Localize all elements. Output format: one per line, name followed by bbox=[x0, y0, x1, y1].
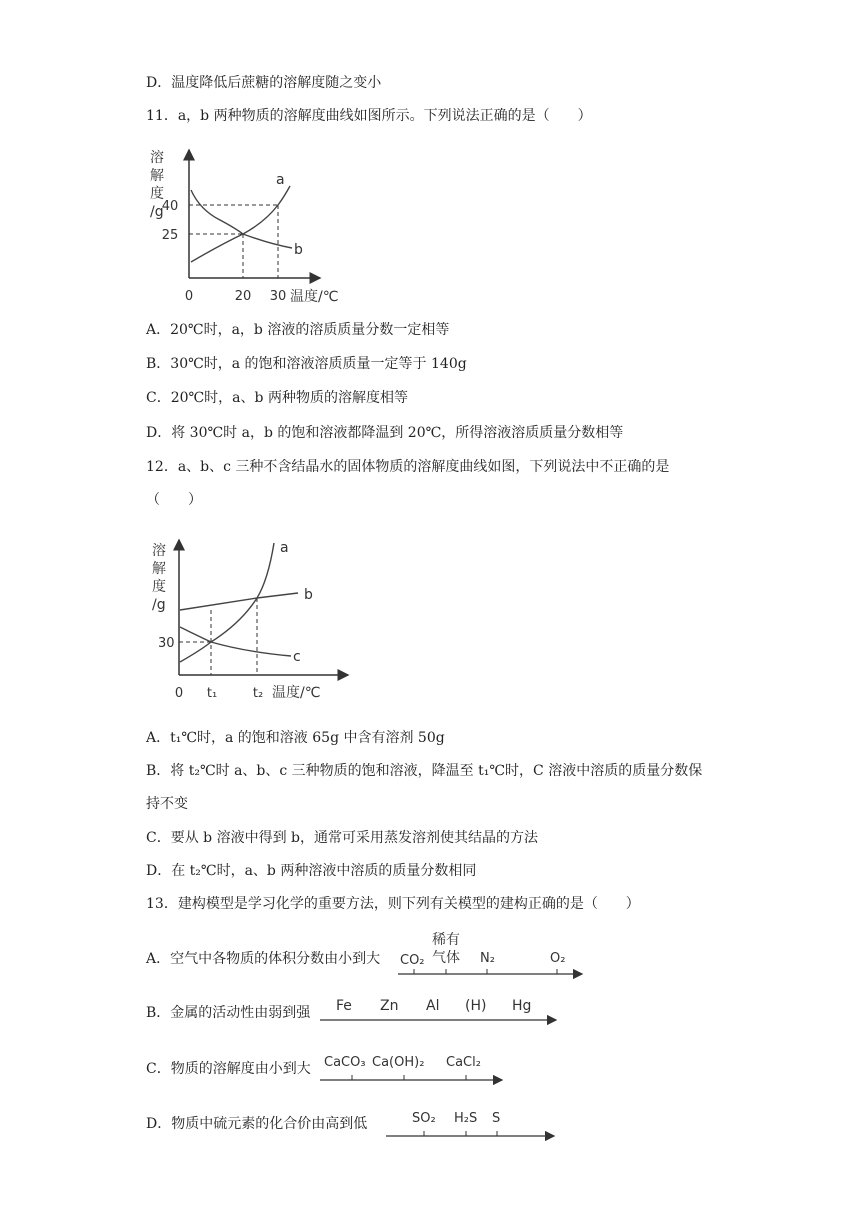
q12-stem-paren: （ ） bbox=[146, 492, 202, 508]
q13-a-rare: 稀有 bbox=[432, 932, 460, 948]
q11-option-c: C．20℃时，a、b 两种物质的溶解度相等 bbox=[146, 390, 408, 406]
q12-option-c: C．要从 b 溶液中得到 b，通常可采用蒸发溶剂使其结晶的方法 bbox=[146, 830, 538, 846]
q13-option-d: D．物质中硫元素的化合价由高到低 bbox=[146, 1116, 368, 1132]
q13-stem: 13．建构模型是学习化学的重要方法，则下列有关模型的建构正确的是（ ） bbox=[146, 896, 640, 912]
q12-label-a: a bbox=[280, 540, 289, 556]
q13-b-zn: Zn bbox=[380, 998, 399, 1014]
q11-solubility-chart bbox=[140, 140, 370, 310]
q12-xlabel: 温度/℃ bbox=[272, 685, 321, 701]
q13-a-n2: N₂ bbox=[480, 951, 495, 966]
q12-xtick-0: 0 bbox=[174, 686, 184, 701]
q12-label-b: b bbox=[304, 587, 313, 603]
q13-b-axis bbox=[318, 990, 562, 1026]
q13-d-axis bbox=[384, 1104, 560, 1144]
q13-b-h: (H) bbox=[465, 998, 487, 1014]
q11-option-a: A．20℃时，a，b 溶液的溶质质量分数一定相等 bbox=[146, 322, 450, 338]
q13-b-hg: Hg bbox=[512, 998, 532, 1014]
q11-ylabel-4: /g bbox=[150, 204, 164, 220]
q12-ylabel-4: /g bbox=[152, 597, 166, 613]
q12-stem: 12．a、b、c 三种不含结晶水的固体物质的溶解度曲线如图，下列说法中不正确的是 bbox=[146, 459, 670, 475]
q13-a-o2: O₂ bbox=[550, 951, 566, 966]
q12-xtick-t1: t₁ bbox=[206, 686, 218, 701]
q12-ylabel-3: 度 bbox=[152, 579, 166, 595]
q13-option-c: C．物质的溶解度由小到大 bbox=[146, 1061, 311, 1077]
q12-curve-b bbox=[180, 593, 298, 610]
q12-option-b: B．将 t₂℃时 a、b、c 三种物质的饱和溶液，降温至 t₁℃时，C 溶液中溶质的质量分数保 bbox=[146, 763, 703, 779]
q13-c-caco3: CaCO₃ bbox=[324, 1055, 366, 1070]
q10-option-d: D．温度降低后蔗糖的溶解度随之变小 bbox=[146, 75, 382, 91]
q12-option-d: D．在 t₂℃时，a、b 两种溶液中溶质的质量分数相同 bbox=[146, 863, 477, 879]
q11-xtick-20: 20 bbox=[234, 289, 252, 304]
q11-stem: 11．a，b 两种物质的溶解度曲线如图所示。下列说法正确的是（ ） bbox=[146, 108, 592, 124]
q13-d-so2: SO₂ bbox=[412, 1111, 436, 1126]
q11-xlabel: 温度/℃ bbox=[290, 289, 339, 305]
q11-ytick-40: 40 bbox=[161, 199, 179, 214]
q13-a-co2: CO₂ bbox=[400, 953, 425, 968]
q11-curve-b bbox=[191, 190, 292, 248]
q12-ytick-30: 30 bbox=[158, 636, 175, 651]
q13-a-gas: 气体 bbox=[432, 950, 460, 966]
q11-xtick-30: 30 bbox=[269, 289, 287, 304]
q11-option-d: D．将 30℃时 a，b 的饱和溶液都降温到 20℃，所得溶液溶质质量分数相等 bbox=[146, 425, 624, 441]
q11-ytick-25: 25 bbox=[161, 228, 179, 243]
q11-xtick-0: 0 bbox=[184, 289, 194, 304]
q12-ylabel-2: 解 bbox=[152, 561, 166, 577]
q13-d-s: S bbox=[492, 1111, 501, 1126]
q13-b-al: Al bbox=[426, 998, 440, 1014]
q12-ylabel-1: 溶 bbox=[152, 543, 166, 559]
q13-a-axis bbox=[396, 928, 586, 984]
q13-d-h2s: H₂S bbox=[454, 1111, 478, 1126]
q11-option-b: B．30℃时，a 的饱和溶液溶质质量一定等于 140g bbox=[146, 356, 467, 372]
q13-c-caoh2: Ca(OH)₂ bbox=[372, 1055, 425, 1070]
q13-b-fe: Fe bbox=[336, 998, 352, 1014]
q12-option-a: A．t₁℃时，a 的饱和溶液 65g 中含有溶剂 50g bbox=[146, 730, 445, 746]
q11-label-a: a bbox=[276, 172, 285, 188]
q12-option-b-cont: 持不变 bbox=[146, 796, 188, 812]
q11-curve-a bbox=[191, 186, 290, 262]
q11-ylabel-2: 解 bbox=[150, 168, 164, 184]
q13-option-a: A．空气中各物质的体积分数由小到大 bbox=[146, 951, 381, 967]
q11-label-b: b bbox=[294, 242, 303, 258]
q12-solubility-chart bbox=[146, 535, 366, 705]
q13-c-axis bbox=[318, 1046, 508, 1086]
q12-xtick-t2: t₂ bbox=[252, 686, 264, 701]
q11-ylabel-1: 溶 bbox=[150, 150, 164, 166]
q13-c-cacl2: CaCl₂ bbox=[446, 1055, 481, 1070]
q11-ylabel-3: 度 bbox=[150, 186, 164, 202]
q12-label-c: c bbox=[293, 649, 301, 665]
q13-option-b: B．金属的活动性由弱到强 bbox=[146, 1005, 311, 1021]
